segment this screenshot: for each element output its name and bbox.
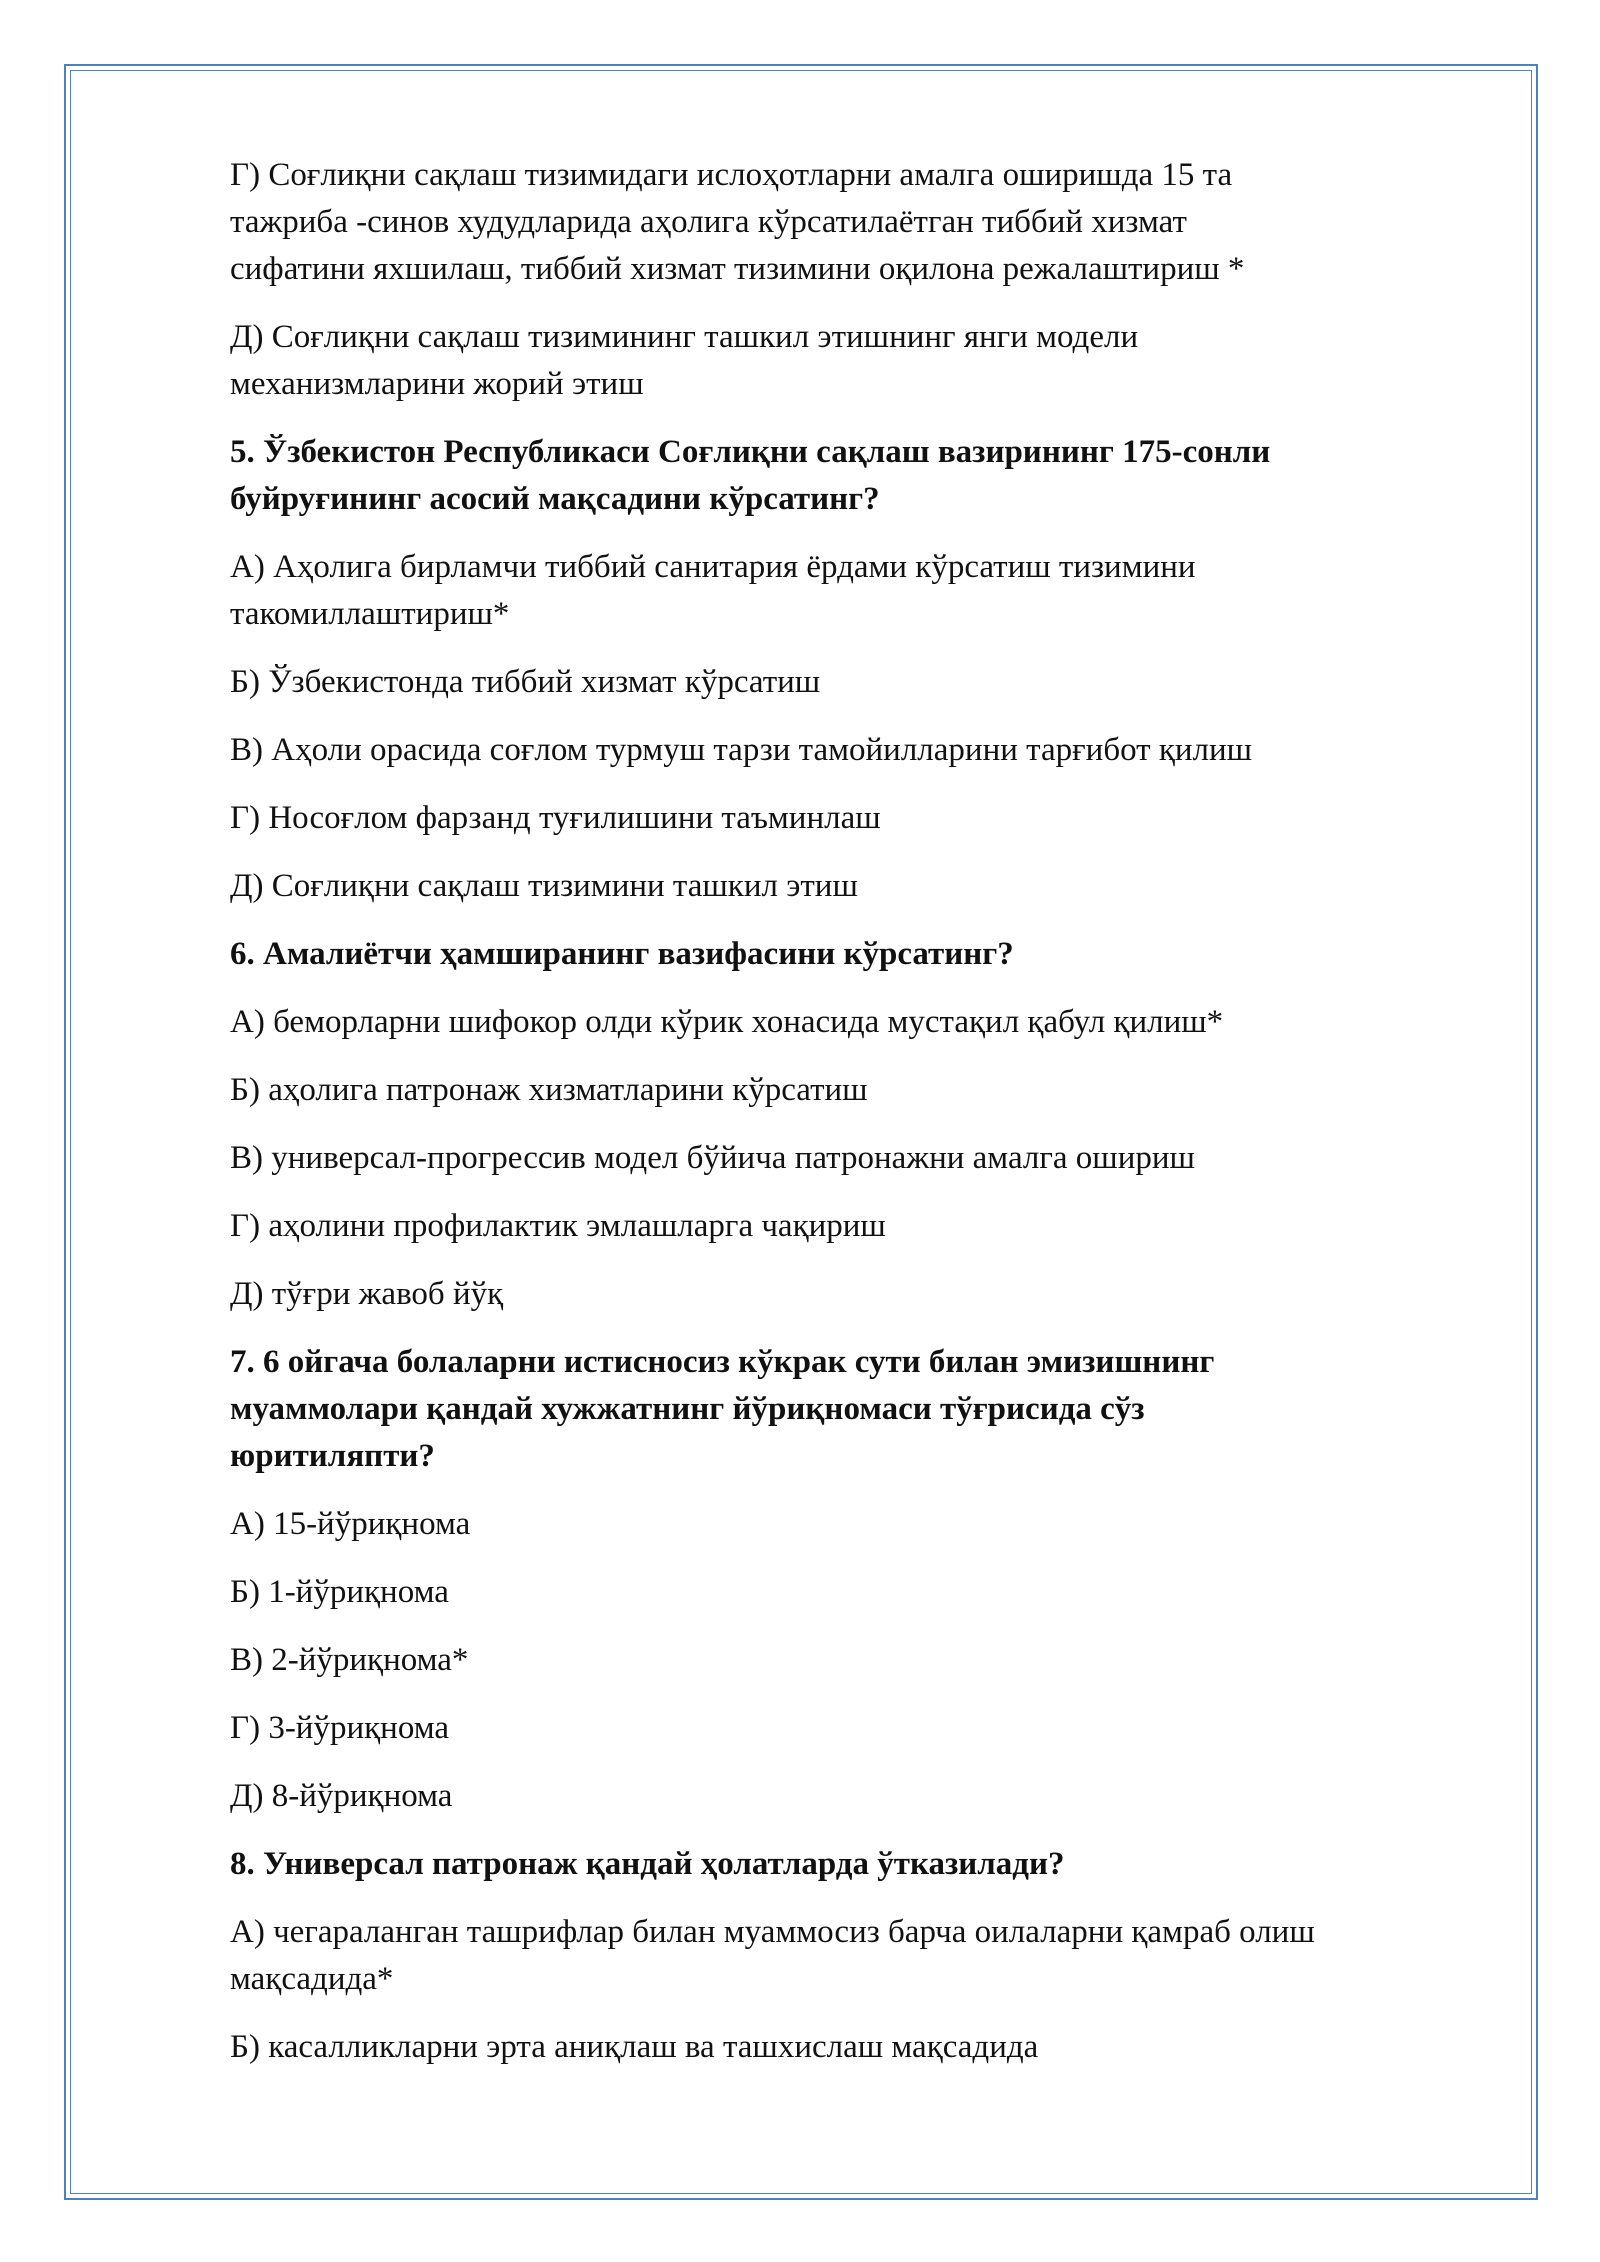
text-line: мақсадида* [230,1961,394,1997]
text-line: Б) касалликларни эрта аниқлаш ва ташхислаш мақсадида [230,2029,1039,2065]
answer-option [230,1271,1490,1318]
text-line: В) Аҳоли орасида соғлом турмуш тарзи тамойилларини тарғибот қилиш [230,732,1253,768]
answer-option [230,1203,1490,1250]
answer-option [230,1705,1490,1752]
text-line: тажриба -синов худудларида аҳолига кўрсатилаётган тиббий хизмат [230,204,1187,240]
answer-option [230,152,1490,293]
text-line: Б) аҳолига патронаж хизматларини кўрсатиш [230,1072,868,1108]
text-line: Д) тўғри жавоб йўқ [230,1276,504,1312]
text-line: Д) Соғлиқни сақлаш тизимининг ташкил этишнинг янги модели [230,319,1139,355]
question-text [230,1339,1490,1480]
answer-option [230,2024,1490,2071]
answer-option [230,314,1490,408]
answer-option [230,1569,1490,1616]
answer-option [230,544,1490,638]
answer-option [230,727,1490,774]
text-line: 7. 6 ойгача болаларни истисносиз кўкрак сути билан эмизишнинг [230,1344,1215,1380]
text-line: 6. Амалиётчи ҳамширанинг вазифасини кўрсатинг? [230,936,1014,972]
text-line: муаммолари қандай хужжатнинг йўриқномаси тўғрисида сўз [230,1391,1145,1427]
answer-option [230,863,1490,910]
answer-option [230,1135,1490,1182]
answer-option [230,999,1490,1046]
question-text [230,931,1490,978]
text-line: Г) аҳолини профилактик эмлашларга чақириш [230,1208,886,1244]
question-text [230,429,1490,523]
text-line: Г) Соғлиқни сақлаш тизимидаги ислоҳотларни амалга оширишда 15 та [230,157,1233,193]
text-line: А) 15-йўриқнома [230,1506,471,1542]
text-line: В) универсал-прогрессив модел бўйича патронажни амалга ошириш [230,1140,1195,1176]
text-line: А) беморларни шифокор олди кўрик хонасида мустақил қабул қилиш* [230,1004,1224,1040]
text-line: Д) 8-йўриқнома [230,1778,453,1814]
answer-option [230,1773,1490,1820]
text-line: Г) 3-йўриқнома [230,1710,449,1746]
answer-option [230,1909,1490,2003]
answer-option [230,1067,1490,1114]
document-body [230,152,1490,2092]
text-line: такомиллаштириш* [230,596,510,632]
text-line: 8. Универсал патронаж қандай ҳолатларда ўтказилади? [230,1846,1065,1882]
text-line: Г) Носоғлом фарзанд туғилишини таъминлаш [230,800,881,836]
text-line: Б) Ўзбекистонда тиббий хизмат кўрсатиш [230,664,821,700]
text-line: механизмларини жорий этиш [230,366,644,402]
answer-option [230,1501,1490,1548]
text-line: сифатини яхшилаш, тиббий хизмат тизимини оқилона режалаштириш * [230,251,1245,287]
question-text [230,1841,1490,1888]
text-line: Д) Соғлиқни сақлаш тизимини ташкил этиш [230,868,858,904]
text-line: 5. Ўзбекистон Республикаси Соғлиқни сақлаш вазирининг 175-сонли [230,434,1271,470]
text-line: В) 2-йўриқнома* [230,1642,469,1678]
text-line: юритиляпти? [230,1438,435,1474]
answer-option [230,659,1490,706]
text-line: буйруғининг асосий мақсадини кўрсатинг? [230,481,880,517]
answer-option [230,1637,1490,1684]
text-line: А) Аҳолига бирламчи тиббий санитария ёрдами кўрсатиш тизимини [230,549,1196,585]
text-line: А) чегараланган ташрифлар билан муаммосиз барча оилаларни қамраб олиш [230,1914,1315,1950]
text-line: Б) 1-йўриқнома [230,1574,449,1610]
answer-option [230,795,1490,842]
